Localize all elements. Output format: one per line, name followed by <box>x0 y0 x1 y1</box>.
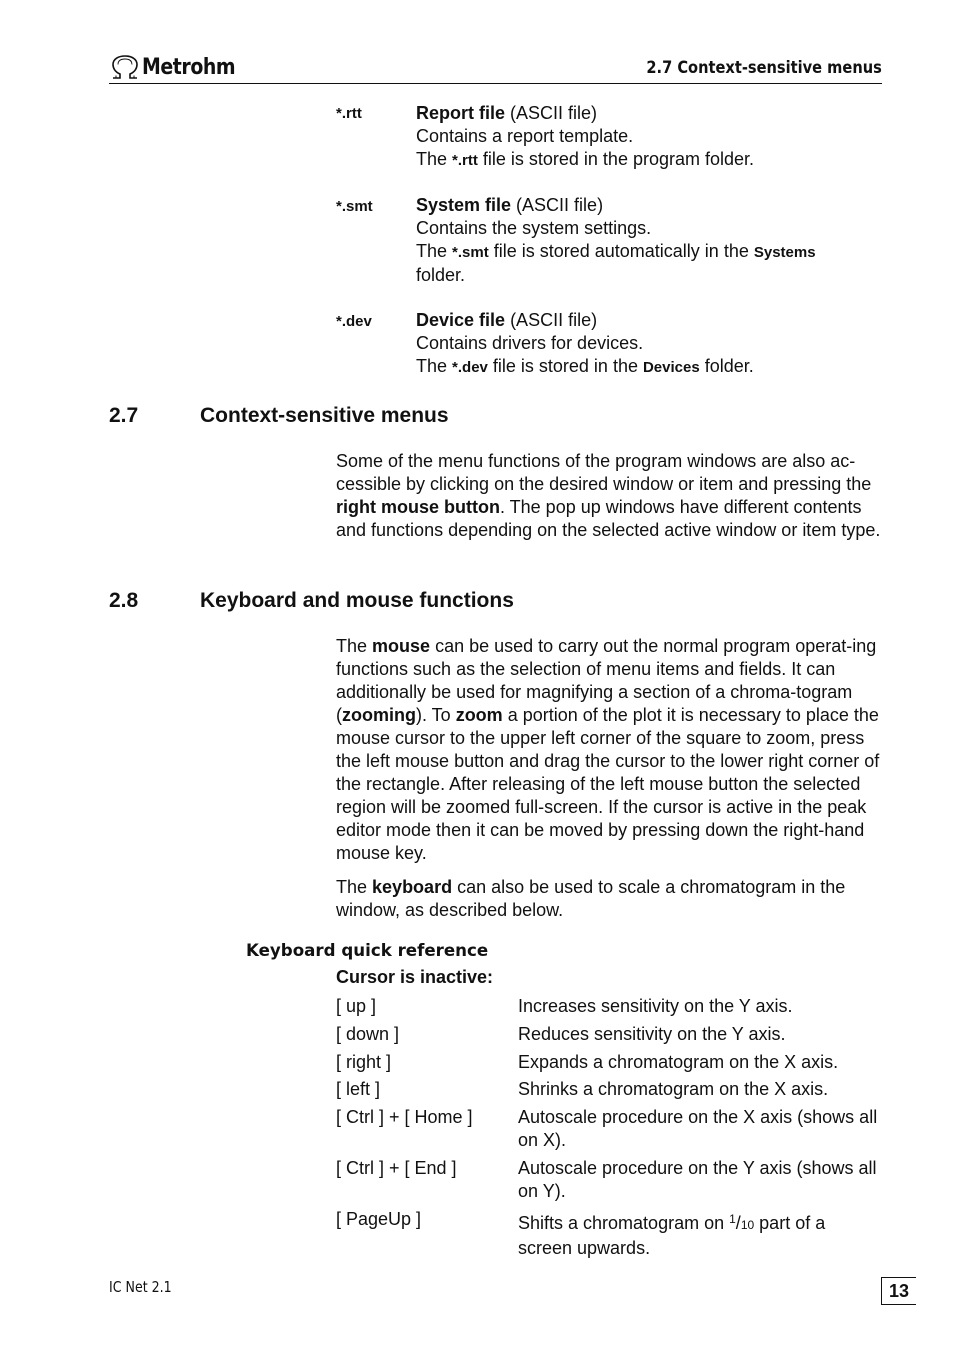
file-desc-rtt <box>416 102 886 172</box>
metrohm-logo <box>110 52 250 82</box>
key-description: Autoscale procedure on the X axis (shows all on X). <box>518 1107 878 1150</box>
folder-name: Devices <box>642 359 700 376</box>
bold-term: right mouse button <box>336 497 500 517</box>
file-code: *.smt <box>452 244 489 261</box>
file-line-pre: The <box>416 356 453 376</box>
key-label: [ left ] <box>336 1079 381 1099</box>
section-number-2-8: 2.8 <box>109 589 139 612</box>
file-line: folder. <box>416 265 466 285</box>
file-ext-smt: *.smt <box>336 198 373 215</box>
text-run: Shifts a chromatogram on <box>518 1213 730 1233</box>
bold-term: zooming <box>342 705 416 725</box>
file-line-mid: file is stored in the <box>487 356 643 376</box>
key-label: [ PageUp ] <box>336 1209 422 1229</box>
file-title: System file <box>416 195 512 215</box>
text-run: can also be used to scale a chromatogram in the window, as described below. <box>336 877 846 920</box>
text-run: can be used to carry out the normal program operat-ing functions such as the selection of menu items and fields. It can additionally be used for magnifying a section of a chroma-togram ( <box>336 636 877 725</box>
keyboard-paragraph <box>336 876 884 922</box>
file-title: Report file <box>416 103 506 123</box>
key-label: [ down ] <box>336 1024 400 1044</box>
text-run: a portion of the plot it is necessary to place the mouse cursor to the upper left corner of the square to zoom, press the left mouse button and drag the cursor to the lower right corner of the rectangle. After releasing of the left mouse button the selected region will be zoomed full-screen. If the cursor is active in the peak editor mode then it can be moved by pressing down the right-hand mouse key. <box>336 705 880 863</box>
file-code: *.dev <box>452 359 488 376</box>
key-description <box>518 1208 878 1260</box>
file-desc-dev <box>416 309 886 379</box>
text-run: The <box>336 877 373 897</box>
file-title-suffix: (ASCII file) <box>511 195 604 215</box>
file-line-post: folder. <box>699 356 754 376</box>
section-title-context-menus: Context-sensitive menus <box>200 404 449 427</box>
key-description: Autoscale procedure on the Y axis (shows all on Y). <box>518 1158 877 1201</box>
text-run: The <box>336 636 373 656</box>
context-menus-paragraph <box>336 450 884 542</box>
quick-reference-heading: Keyboard quick reference <box>246 941 489 961</box>
file-title: Device file <box>416 310 506 330</box>
fraction-numerator: 1 <box>729 1212 736 1226</box>
section-number-2-7: 2.7 <box>109 404 139 427</box>
bold-term: zoom <box>455 705 503 725</box>
text-run: ). To <box>416 705 456 725</box>
bold-term: keyboard <box>372 877 453 897</box>
key-description: Reduces sensitivity on the Y axis. <box>518 1024 786 1044</box>
header-divider <box>109 83 882 84</box>
file-line-post: file is stored in the program folder. <box>477 149 755 169</box>
file-ext-rtt: *.rtt <box>336 105 362 122</box>
omega-logo-icon <box>110 54 140 80</box>
key-description: Increases sensitivity on the Y axis. <box>518 996 793 1016</box>
text-run: part of a screen upwards. <box>518 1213 826 1258</box>
key-label: [ right ] <box>336 1052 392 1072</box>
file-title-suffix: (ASCII file) <box>505 103 598 123</box>
file-line: Contains the system settings. <box>416 218 652 238</box>
file-line: Contains a report template. <box>416 126 634 146</box>
file-line-pre: The <box>416 241 453 261</box>
logo-wordmark: Metrohm <box>142 54 236 80</box>
fraction-slash: / <box>735 1213 741 1233</box>
file-line: Contains drivers for devices. <box>416 333 644 353</box>
key-label: [ Ctrl ] + [ End ] <box>336 1158 457 1178</box>
file-desc-smt <box>416 194 886 287</box>
key-label: [ up ] <box>336 996 377 1016</box>
page-number: 13 <box>881 1277 916 1305</box>
key-label: [ Ctrl ] + [ Home ] <box>336 1107 473 1127</box>
file-line-mid: file is stored automatically in the <box>488 241 754 261</box>
file-code: *.rtt <box>452 152 478 169</box>
text-run: . The pop up windows have different contents and functions depending on the selected active window or item type. <box>336 497 881 540</box>
text-run: Some of the menu functions of the program windows are also ac-cessible by clicking on the desired window or item and pressing the <box>336 451 872 494</box>
running-header-section: 2.7 Context-sensitive menus <box>646 58 882 78</box>
section-title-keyboard-mouse: Keyboard and mouse functions <box>200 589 514 612</box>
fraction-denominator: 10 <box>740 1218 755 1232</box>
footer-product-name: IC Net 2.1 <box>109 1278 172 1296</box>
key-description: Shrinks a chromatogram on the X axis. <box>518 1079 829 1099</box>
cursor-inactive-heading: Cursor is inactive: <box>336 967 494 987</box>
file-title-suffix: (ASCII file) <box>505 310 598 330</box>
bold-term: mouse <box>372 636 431 656</box>
folder-name: Systems <box>753 244 816 261</box>
file-line-pre: The <box>416 149 453 169</box>
file-ext-dev: *.dev <box>336 313 372 330</box>
key-description: Expands a chromatogram on the X axis. <box>518 1052 839 1072</box>
mouse-paragraph <box>336 635 884 865</box>
